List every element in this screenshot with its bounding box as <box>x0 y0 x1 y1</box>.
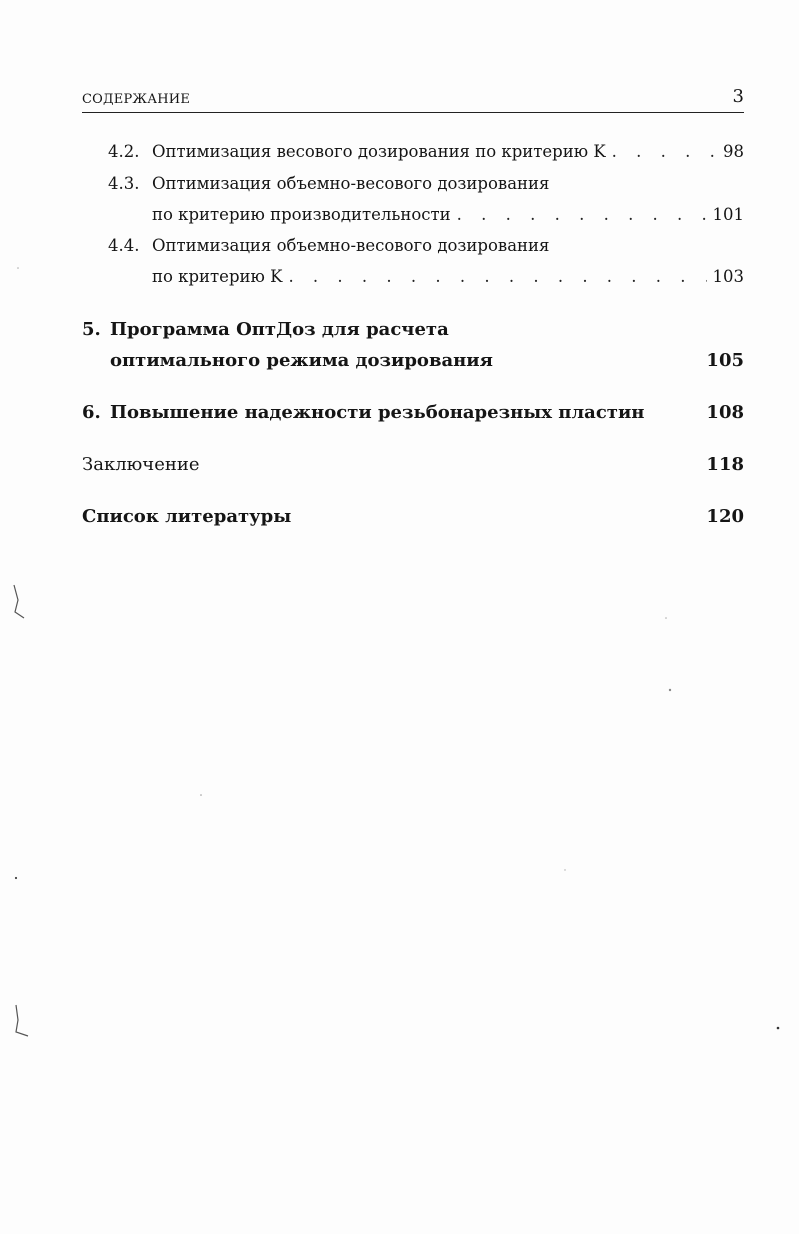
toc-entry-4-4[interactable] <box>152 266 744 288</box>
chapter-number: 5. <box>82 319 101 340</box>
back-matter-page: 118 <box>706 454 744 475</box>
toc-entry-number: 4.4. <box>108 236 140 255</box>
toc-entry-page: 98 <box>723 142 744 161</box>
chapter-page: 105 <box>706 350 744 371</box>
toc-entry-number: 4.2. <box>108 142 140 161</box>
toc-entry-title: Оптимизация объемно-весового дозирования <box>152 174 550 193</box>
back-matter-title: Список литературы <box>82 506 292 527</box>
toc-entry-title-cont: по критерию K <box>152 267 283 286</box>
toc-entry-title-line1 <box>152 235 549 257</box>
toc-entry-page: 101 <box>712 205 744 224</box>
toc-entry-title-cont: по критерию производительности <box>152 205 451 224</box>
page-number: 3 <box>732 86 744 107</box>
running-header <box>82 86 744 113</box>
toc-entry-4-3[interactable] <box>152 204 744 226</box>
chapter-title: Повышение надежности резьбонарезных пластин <box>110 402 645 423</box>
back-matter-page: 120 <box>706 506 744 527</box>
toc-entry-title: Оптимизация весового дозирования по критерию K <box>152 142 606 161</box>
toc-entry-number: 4.3. <box>108 174 140 193</box>
dot-leader <box>288 266 706 288</box>
chapter-title: Программа ОптДоз для расчета <box>110 319 449 340</box>
back-matter-title: Заключение <box>82 454 200 475</box>
toc-entry-title-line1 <box>152 173 549 195</box>
toc-entry-title: Оптимизация объемно-весового дозирования <box>152 236 550 255</box>
header-title: СОДЕРЖАНИЕ <box>82 92 191 107</box>
dot-leader <box>457 204 707 226</box>
chapter-number: 6. <box>82 402 101 423</box>
dot-leader <box>612 141 716 163</box>
chapter-page: 108 <box>706 402 744 423</box>
toc-entry-page: 103 <box>712 267 744 286</box>
toc-entry-4-2[interactable] <box>152 141 744 163</box>
chapter-title-cont: оптимального режима дозирования <box>110 350 493 371</box>
